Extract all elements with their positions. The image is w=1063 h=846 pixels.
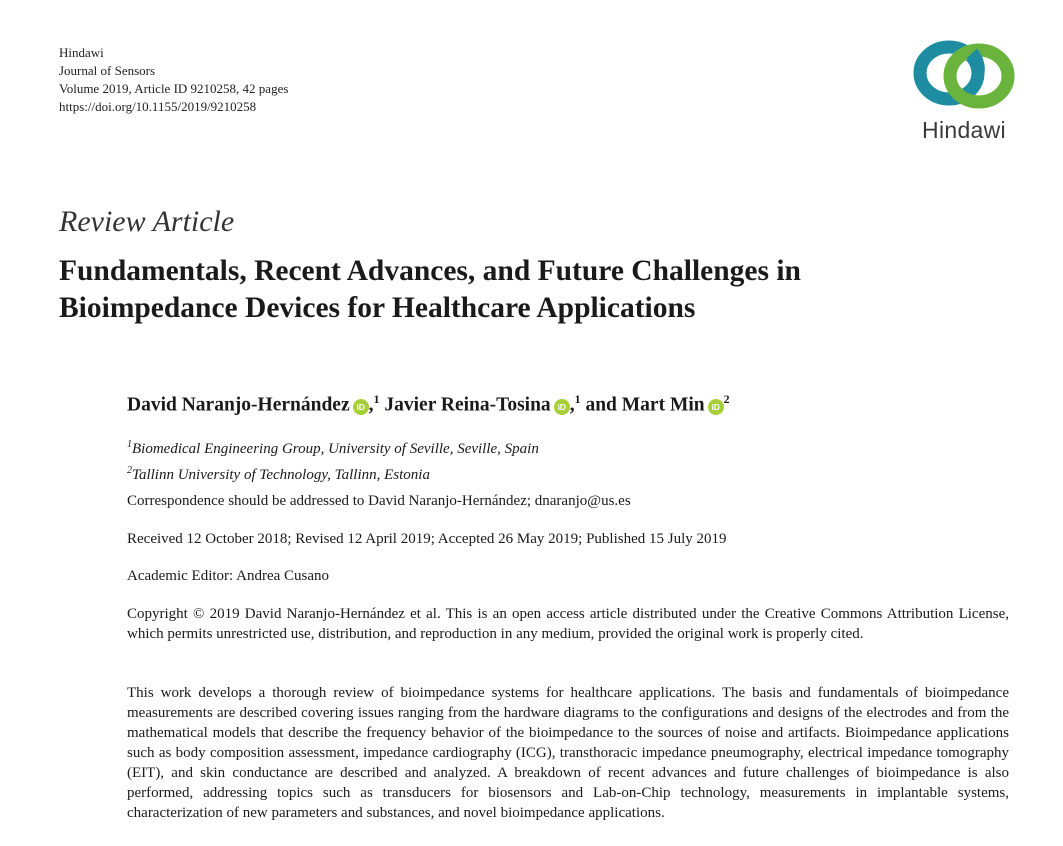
publisher-name: Hindawi [59, 45, 104, 60]
author-list [127, 392, 730, 417]
author-affiliation-number: 1 [373, 392, 380, 406]
affiliation-list [127, 434, 539, 486]
orcid-icon[interactable]: iD [708, 399, 724, 415]
author-affiliation-number: 1 [574, 392, 581, 406]
author-name[interactable]: Javier Reina-Tosina [384, 394, 551, 416]
affiliation-item [127, 434, 539, 460]
academic-editor: Academic Editor: Andrea Cusano [127, 568, 330, 584]
hindawi-logo-icon [910, 38, 1018, 118]
affiliation-text: Biomedical Engineering Group, University of Seville, Seville, Spain [132, 441, 539, 457]
author-affiliation-number: 2 [723, 392, 730, 406]
hindawi-logo [910, 38, 1018, 148]
doi-link[interactable]: https://doi.org/10.1155/2019/9210258 [59, 99, 257, 114]
author-separator: , [569, 394, 575, 416]
author-name[interactable]: Mart Min [621, 394, 705, 416]
affiliation-text: Tallinn University of Technology, Tallinn, Estonia [132, 467, 430, 483]
article-type: Review Article [59, 205, 235, 238]
affiliation-number: 1 [127, 439, 132, 450]
correspondence: Correspondence should be addressed to David Naranjo-Hernández; dnaranjo@us.es [127, 493, 631, 509]
orcid-icon[interactable]: iD [353, 399, 369, 415]
publication-dates: Received 12 October 2018; Revised 12 April 2019; Accepted 26 May 2019; Published 15 July 2019 [127, 531, 727, 547]
journal-name: Journal of Sensors [59, 63, 156, 78]
author-conjunction: and [585, 394, 622, 416]
affiliation-number: 2 [127, 465, 132, 476]
affiliation-item [127, 460, 539, 486]
author-name[interactable]: David Naranjo-Hernández [127, 394, 350, 416]
orcid-icon[interactable]: iD [554, 399, 570, 415]
journal-info [59, 44, 288, 116]
copyright-notice: Copyright © 2019 David Naranjo-Hernández et al. This is an open access article distributed under the Creative Commons Attribution License, which permits unrestricted use, distribution, and reproduction in any medium, provided the original work is properly cited. [127, 606, 1009, 642]
article-title: Fundamentals, Recent Advances, and Future Challenges in Bioimpedance Devices for Healthcare Applications [59, 255, 801, 324]
author-separator: , [368, 394, 374, 416]
volume-line: Volume 2019, Article ID 9210258, 42 pages [59, 81, 289, 96]
abstract: This work develops a thorough review of bioimpedance systems for healthcare applications. The basis and fundamentals of bioimpedance measurements are described covering issues ranging from the hardware diagrams to the configurations and designs of the electrodes and from the mathematical models that describe the frequency behavior of the bioimpedance to the sources of noise and artifacts. Bioimpedance applications such as body composition assessment, impedance cardiography (ICG), transthoracic impedance pneumography, electrical impedance tomography (EIT), and skin conductance are described and analyzed. A breakdown of recent advances and future challenges of bioimpedance is also performed, addressing topics such as transducers for biosensors and Lab-on-Chip technology, measurements in implantable systems, characterization of new parameters and substances, and novel bioimpedance applications. [127, 685, 1009, 821]
logo-wordmark: Hindawi [922, 117, 1006, 143]
